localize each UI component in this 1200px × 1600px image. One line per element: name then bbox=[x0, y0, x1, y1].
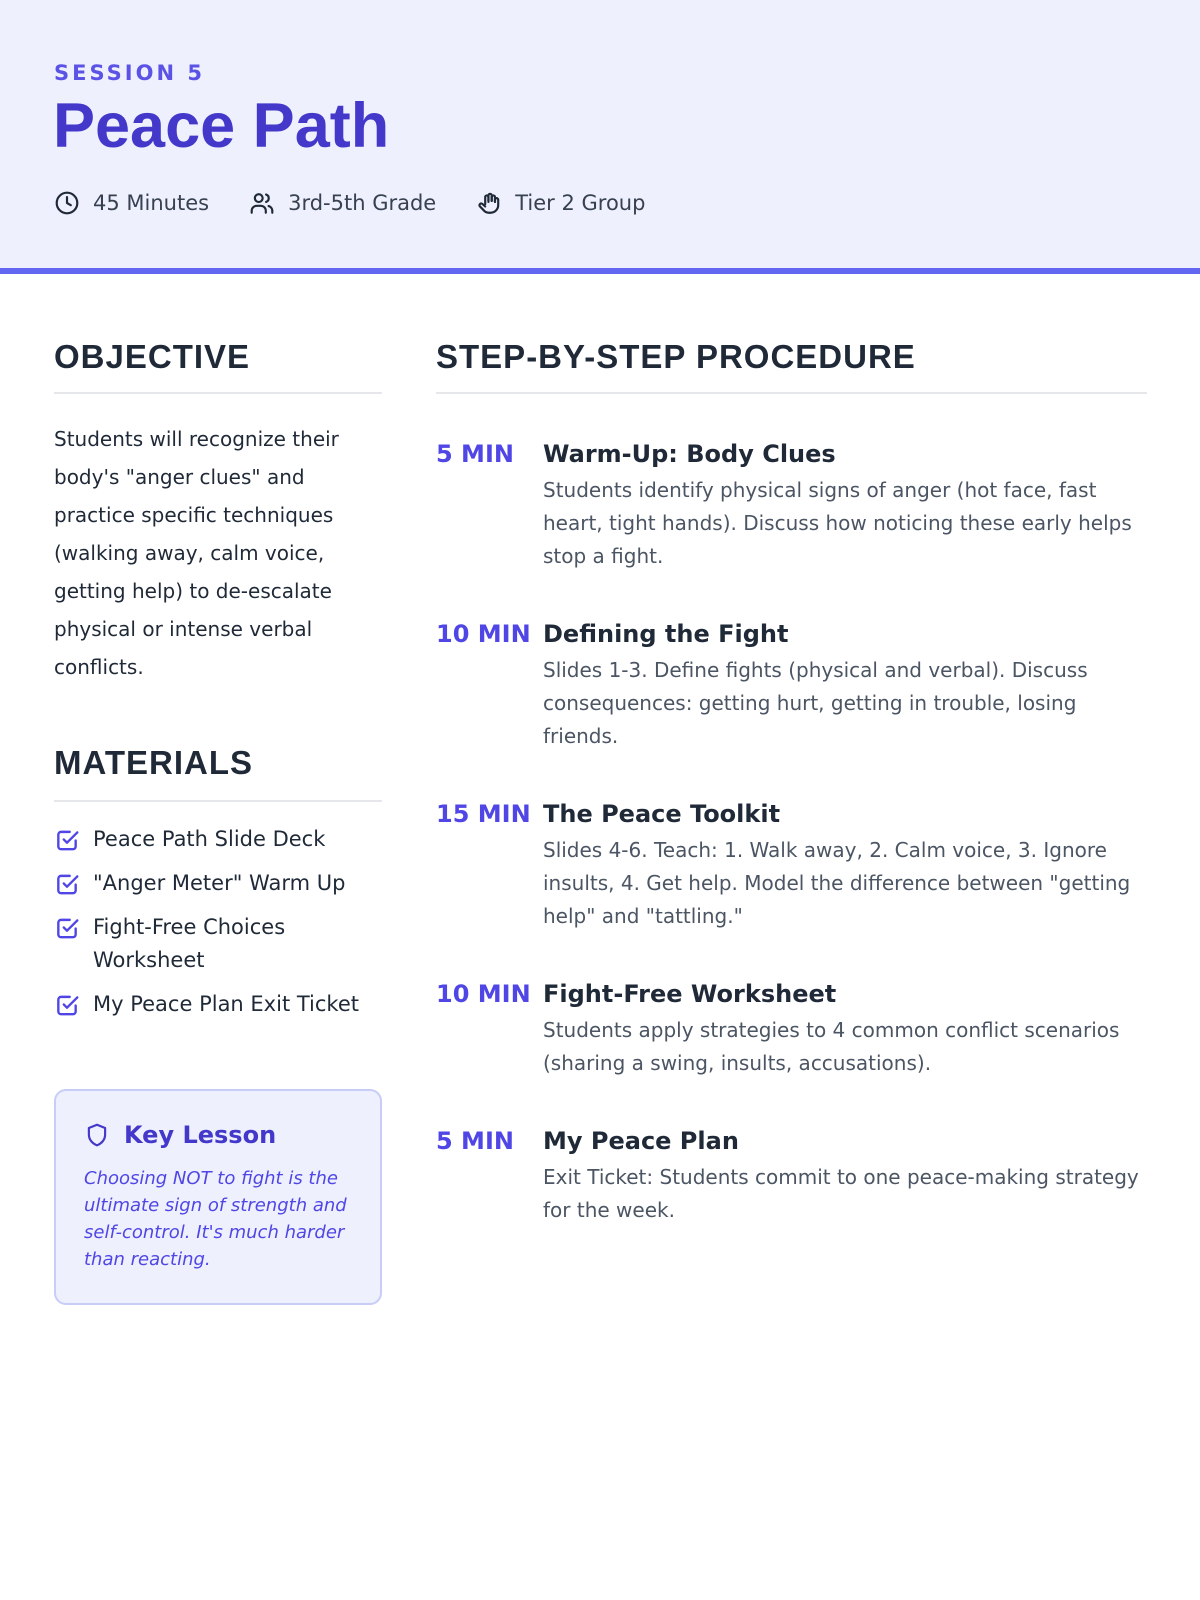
meta-duration bbox=[54, 190, 209, 216]
material-label: Fight-Free Choices Worksheet bbox=[93, 915, 286, 972]
materials-list bbox=[54, 826, 384, 1035]
procedure-heading: STEP-BY-STEP PROCEDURE bbox=[436, 338, 916, 375]
clock-icon bbox=[54, 190, 80, 216]
step-description: Students apply strategies to 4 common conflict scenarios (sharing a swing, insults, accusations). bbox=[543, 1018, 1120, 1075]
checkbox-icon bbox=[54, 992, 80, 1018]
objective-text: Students will recognize their body's "anger clues" and practice specific techniques (walking away, calm voice, getting help) to de-escalate physical or intense verbal conflicts. bbox=[54, 427, 339, 679]
step-title: Fight-Free Worksheet bbox=[543, 980, 837, 1008]
step-body bbox=[543, 974, 1143, 1080]
step-title: Defining the Fight bbox=[543, 620, 789, 648]
step-duration: 15 MIN bbox=[436, 800, 531, 828]
meta-tier bbox=[476, 190, 645, 216]
step-body bbox=[543, 614, 1143, 753]
key-lesson-quote: Choosing NOT to fight is the ultimate sign of strength and self-control. It's much harder than reacting. bbox=[84, 1168, 347, 1270]
step-body bbox=[543, 794, 1143, 933]
material-item bbox=[54, 870, 384, 900]
users-icon bbox=[249, 190, 275, 216]
step-description: Slides 1-3. Define fights (physical and verbal). Discuss consequences: getting hurt, getting in trouble, losing friends. bbox=[543, 658, 1088, 748]
procedure-divider bbox=[436, 392, 1147, 394]
meta-duration-text: 45 Minutes bbox=[93, 191, 210, 215]
key-lesson-header bbox=[84, 1121, 354, 1149]
meta-grade bbox=[249, 190, 436, 216]
step-duration: 10 MIN bbox=[436, 980, 531, 1008]
objective-heading: OBJECTIVE bbox=[54, 338, 251, 375]
meta-tier-text: Tier 2 Group bbox=[515, 191, 646, 215]
step-duration: 10 MIN bbox=[436, 620, 531, 648]
step-description: Slides 4-6. Teach: 1. Walk away, 2. Calm voice, 3. Ignore insults, 4. Get help. Model the difference between "getting help" and "tattling." bbox=[543, 838, 1131, 928]
material-label: My Peace Plan Exit Ticket bbox=[93, 992, 359, 1016]
step-description: Exit Ticket: Students commit to one peace-making strategy for the week. bbox=[543, 1165, 1139, 1222]
page-title: Peace Path bbox=[53, 91, 390, 161]
checkbox-icon bbox=[54, 871, 80, 897]
material-item bbox=[54, 991, 384, 1021]
meta-grade-text: 3rd-5th Grade bbox=[288, 191, 437, 215]
checkbox-icon bbox=[54, 915, 80, 941]
objective-divider bbox=[54, 392, 382, 394]
step-title: Warm-Up: Body Clues bbox=[543, 440, 836, 468]
material-label: Peace Path Slide Deck bbox=[93, 827, 326, 851]
key-lesson-card bbox=[54, 1089, 382, 1305]
shield-icon bbox=[84, 1122, 110, 1148]
session-header bbox=[0, 0, 1200, 274]
step-body bbox=[543, 1121, 1143, 1227]
step-duration: 5 MIN bbox=[436, 440, 514, 468]
step-duration: 5 MIN bbox=[436, 1127, 514, 1155]
checkbox-icon bbox=[54, 827, 80, 853]
session-meta bbox=[54, 186, 685, 220]
step-title: The Peace Toolkit bbox=[543, 800, 781, 828]
step-body bbox=[543, 434, 1143, 573]
materials-heading: MATERIALS bbox=[54, 744, 254, 781]
materials-divider bbox=[54, 800, 382, 802]
hand-icon bbox=[476, 190, 502, 216]
material-item bbox=[54, 914, 384, 977]
material-item bbox=[54, 826, 384, 856]
key-lesson-title: Key Lesson bbox=[124, 1121, 277, 1149]
step-title: My Peace Plan bbox=[543, 1127, 739, 1155]
material-label: "Anger Meter" Warm Up bbox=[93, 871, 346, 895]
step-description: Students identify physical signs of anger (hot face, fast heart, tight hands). Discuss how noticing these early helps stop a fight. bbox=[543, 478, 1132, 568]
session-label: SESSION 5 bbox=[54, 61, 205, 85]
